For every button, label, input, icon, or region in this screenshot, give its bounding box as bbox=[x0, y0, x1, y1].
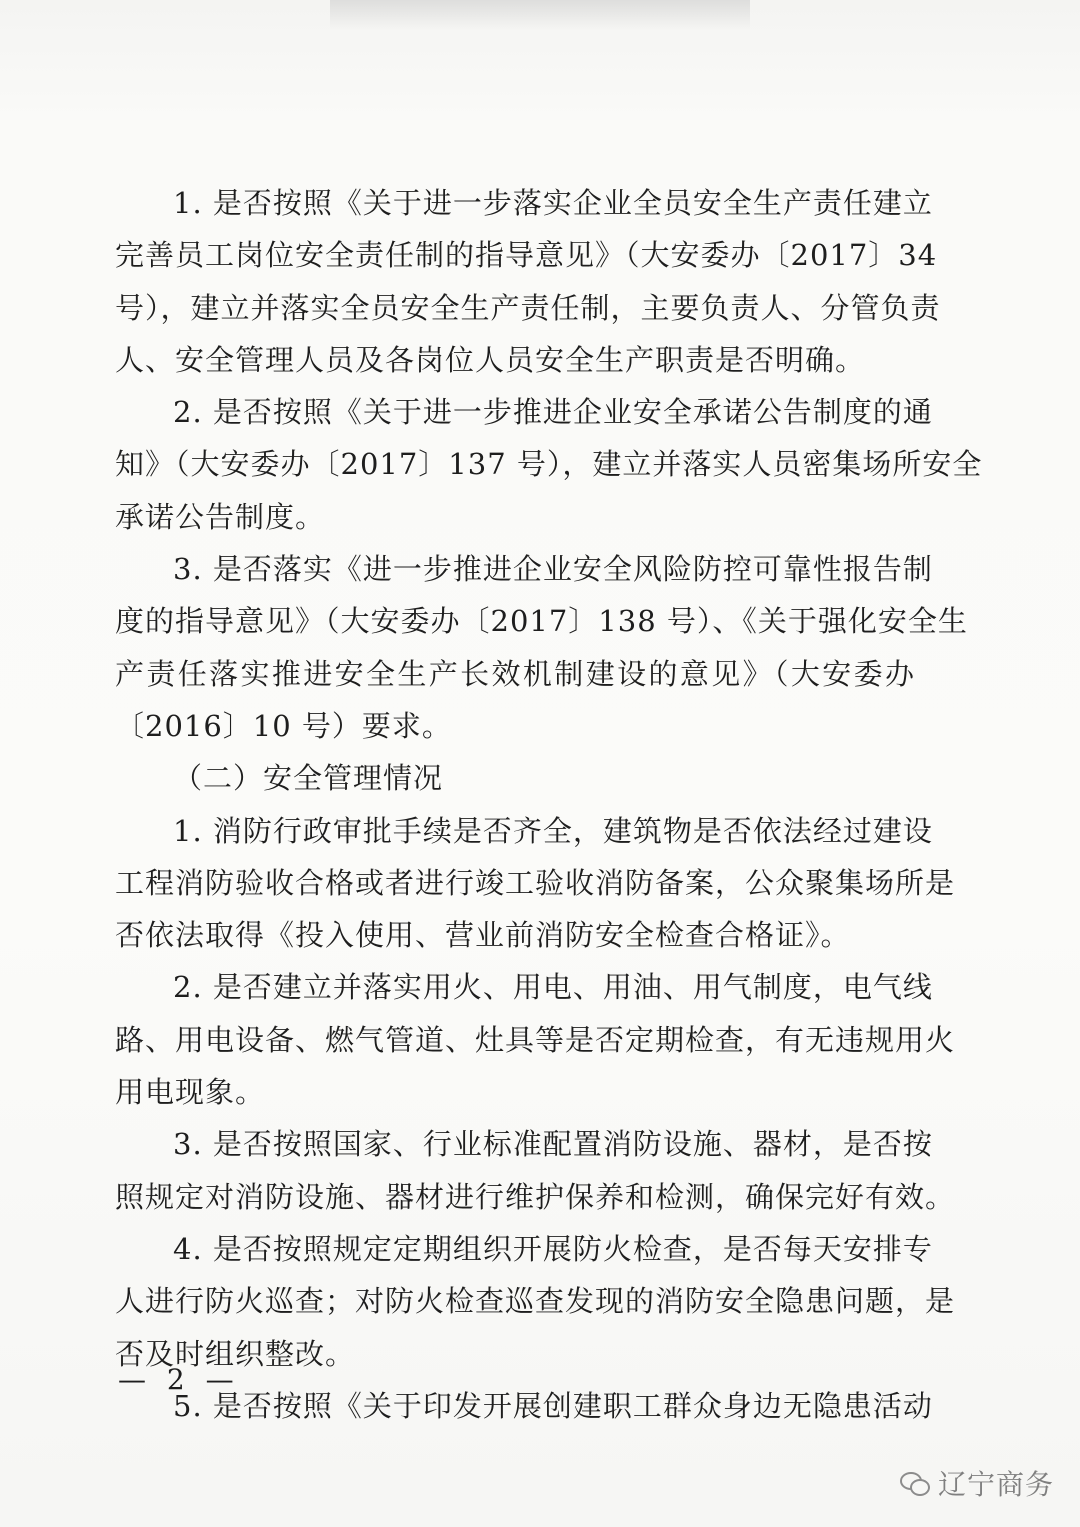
text-line: 2. 是否建立并落实用火、用电、用油、用气制度，电气线 bbox=[173, 970, 933, 1005]
watermark bbox=[900, 1463, 1054, 1503]
text-line: 否依法取得《投入使用、营业前消防安全检查合格证》。 bbox=[115, 918, 851, 953]
text-line: 工程消防验收合格或者进行竣工验收消防备案，公众聚集场所是 bbox=[115, 865, 956, 900]
text-line: 1. 是否按照《关于进一步落实企业全员安全生产责任建立 bbox=[173, 186, 933, 220]
text-line: 否及时组织整改。 bbox=[115, 1336, 356, 1371]
text-line: 号），建立并落实全员安全生产责任制，主要负责人、分管负责 bbox=[115, 290, 941, 325]
text-line: 3. 是否按照国家、行业标准配置消防设施、器材，是否按 bbox=[173, 1127, 933, 1162]
text-line: 人进行防火巡查；对防火检查巡查发现的消防安全隐患问题，是 bbox=[115, 1284, 956, 1319]
text-line: 〔2016〕10 号）要求。 bbox=[115, 708, 452, 743]
page-number: — 2 — bbox=[118, 1363, 240, 1396]
text-line: 照规定对消防设施、器材进行维护保养和检测，确保完好有效。 bbox=[115, 1179, 956, 1214]
text-line: 路、用电设备、燃气管道、灶具等是否定期检查，有无违规用火 bbox=[115, 1022, 956, 1057]
scan-shadow bbox=[330, 0, 750, 30]
text-line: 3. 是否落实《进一步推进企业安全风险防控可靠性报告制 bbox=[173, 552, 933, 587]
text-line: 5. 是否按照《关于印发开展创建职工群众身边无隐患活动 bbox=[173, 1388, 933, 1423]
text-line: 用电现象。 bbox=[115, 1075, 266, 1110]
text-line: 承诺公告制度。 bbox=[115, 499, 326, 534]
text-line: 2. 是否按照《关于进一步推进企业安全承诺公告制度的通 bbox=[173, 395, 933, 430]
document-body bbox=[115, 177, 983, 1432]
watermark-text: 辽宁商务 bbox=[938, 1468, 1055, 1501]
text-line: 完善员工岗位安全责任制的指导意见》（大安委办〔2017〕34 bbox=[115, 238, 938, 273]
text-line: 4. 是否按照规定定期组织开展防火检查，是否每天安排专 bbox=[173, 1231, 933, 1266]
text-line: 1. 消防行政审批手续是否齐全，建筑物是否依法经过建设 bbox=[173, 813, 933, 848]
text-line: （二）安全管理情况 bbox=[173, 761, 444, 796]
text-line: 知》（大安委办〔2017〕137 号），建立并落实人员密集场所安全 bbox=[115, 447, 983, 482]
text-line: 度的指导意见》（大安委办〔2017〕138 号）、《关于强化安全生 bbox=[115, 604, 968, 639]
wechat-icon bbox=[900, 1470, 930, 1496]
text-line: 人、安全管理人员及各岗位人员安全生产职责是否明确。 bbox=[115, 342, 866, 377]
text-line: 产责任落实推进安全生产长效机制建设的意见》（大安委办 bbox=[115, 656, 915, 691]
